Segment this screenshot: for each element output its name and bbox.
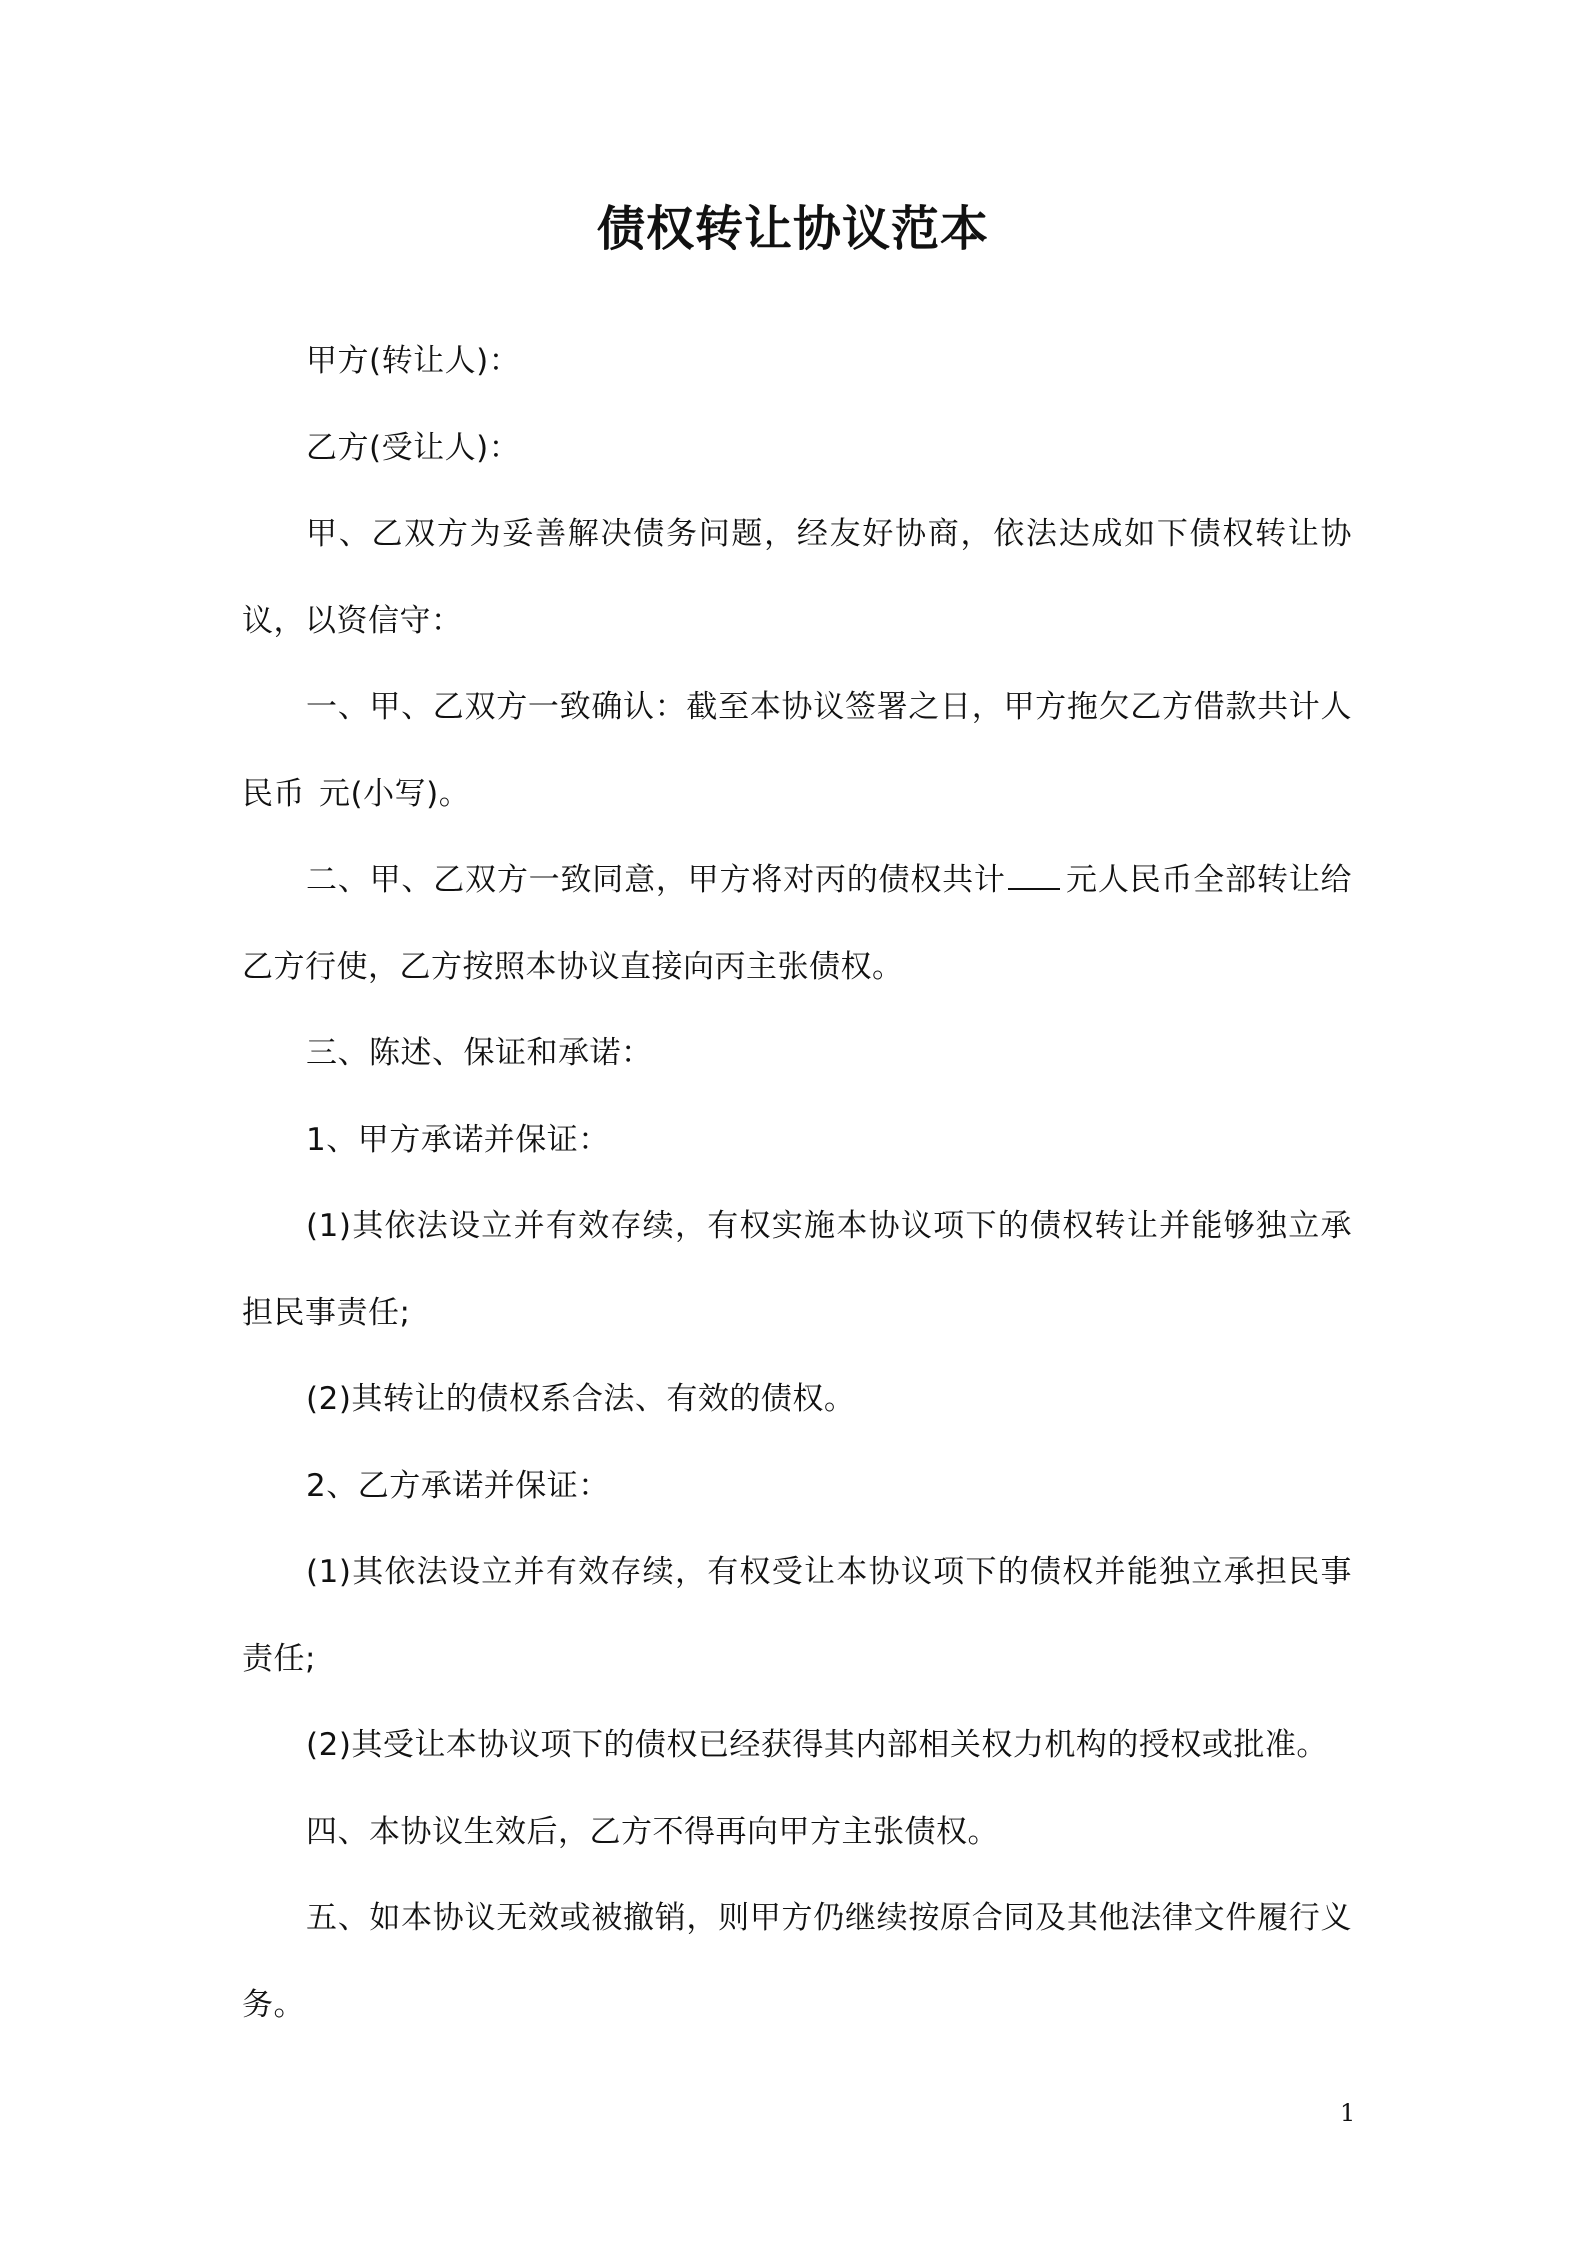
clause-1-text-after-amount: 元(小写)。 xyxy=(319,775,471,812)
party-b-line: 乙方(受让人)： xyxy=(306,429,521,466)
clause-3-1-heading: 1、甲方承诺并保证： xyxy=(306,1121,610,1158)
page-number: 1 xyxy=(1340,2099,1356,2127)
clause-2-text-after-blank: 元人民币全部转让给乙方行使，乙方按照本协议直接向丙主张债权。 xyxy=(242,862,1353,985)
clause-5-paragraph: 五、如本协议无效或被撤销，则甲方仍继续按原合同及其他法律文件履行义务。 xyxy=(242,1900,1352,2023)
clause-1-text-before-amount: 一、甲、乙双方一致确认：截至本协议签署之日，甲方拖欠乙方借款共计人民币 xyxy=(242,689,1352,812)
clause-3-1-item-1: (1)其依法设立并有效存续，有权实施本协议项下的债权转让并能够独立承担民事责任; xyxy=(242,1208,1352,1331)
clause-3-2-item-1: (1)其依法设立并有效存续，有权受让本协议项下的债权并能独立承担民事责任; xyxy=(242,1554,1352,1677)
fill-in-blank-line xyxy=(1008,866,1060,890)
party-a-line: 甲方(转让人)： xyxy=(306,343,521,379)
clause-3-heading: 三、陈述、保证和承诺： xyxy=(306,1035,653,1071)
clause-3-1-item-2: (2)其转让的债权系合法、有效的债权。 xyxy=(306,1381,856,1417)
clause-2-paragraph xyxy=(242,837,1352,1010)
clause-3-2-heading: 2、乙方承诺并保证： xyxy=(306,1467,610,1504)
clause-4-paragraph: 四、本协议生效后，乙方不得再向甲方主张债权。 xyxy=(306,1813,999,1850)
document-body xyxy=(242,318,1352,2048)
preamble-paragraph: 甲、乙双方为妥善解决债务问题，经友好协商，依法达成如下债权转让协议，以资信守： xyxy=(242,516,1352,639)
document-title: 债权转让协议范本 xyxy=(596,201,989,257)
clause-1-paragraph xyxy=(242,664,1352,837)
clause-3-2-item-2: (2)其受让本协议项下的债权已经获得其内部相关权力机构的授权或批准。 xyxy=(306,1727,1328,1763)
clause-2-text-before-blank: 二、甲、乙双方一致同意，甲方将对丙的债权共计 xyxy=(306,862,1006,898)
